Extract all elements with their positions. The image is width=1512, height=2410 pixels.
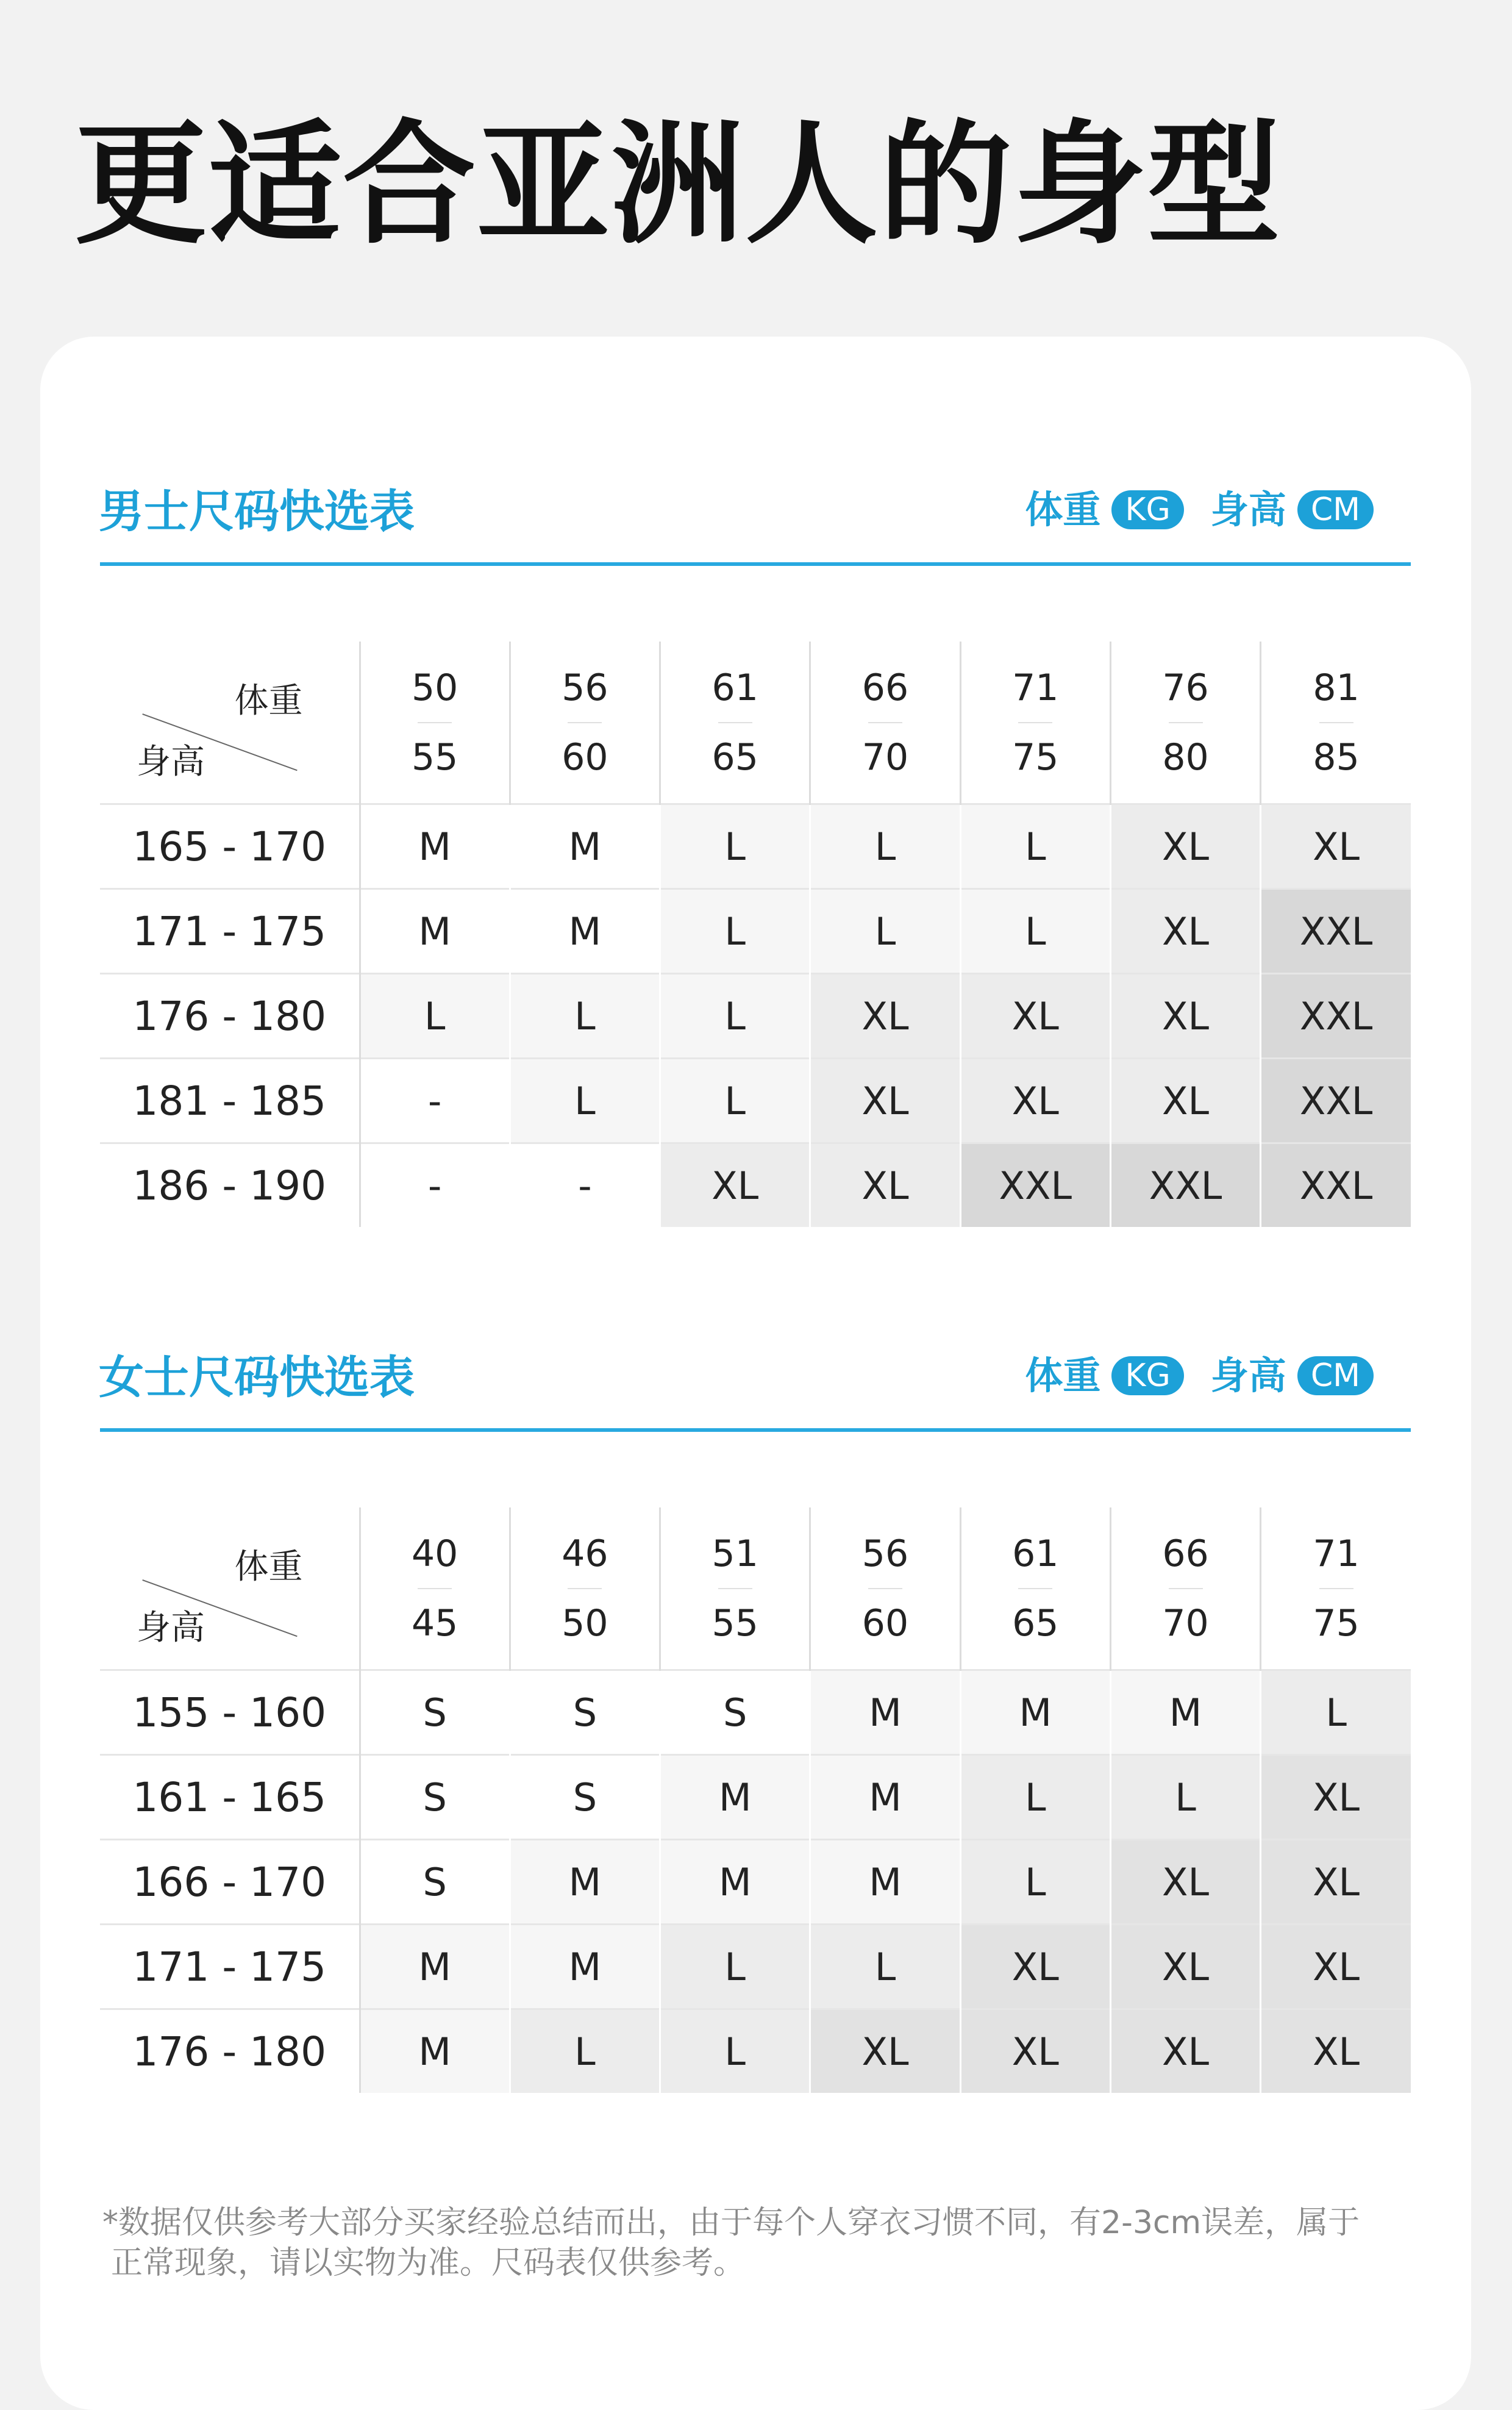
size-cell: L [960, 804, 1110, 889]
section-divider [100, 1428, 1411, 1432]
weight-header [1110, 642, 1260, 804]
size-cell: XXL [1261, 974, 1411, 1059]
height-range: 186 - 190 [100, 1143, 360, 1228]
size-cell: - [360, 1059, 510, 1143]
size-cell: XL [1110, 1925, 1260, 2009]
height-unit-badge: CM [1297, 1356, 1374, 1395]
size-cell: XL [960, 2009, 1110, 2094]
size-cell: XL [1110, 804, 1260, 889]
unit-legend [1025, 487, 1374, 532]
size-cell: L [360, 974, 510, 1059]
size-cell: M [810, 1840, 960, 1925]
size-cell: L [1261, 1670, 1411, 1755]
size-cell: M [360, 2009, 510, 2094]
size-cell: L [660, 889, 810, 974]
size-cell: M [510, 1840, 660, 1925]
weight-header [510, 1507, 660, 1670]
size-cell: M [960, 1670, 1110, 1755]
table-row [100, 1925, 1411, 2009]
size-cell: L [960, 889, 1110, 974]
height-range: 166 - 170 [100, 1840, 360, 1925]
weight-unit-label: 体重 [1025, 1353, 1101, 1398]
height-unit-badge: CM [1297, 490, 1374, 529]
size-cell: XL [1110, 2009, 1260, 2094]
size-cell: L [660, 804, 810, 889]
weight-min: 66 [1162, 1532, 1209, 1575]
weight-min: 71 [1313, 1532, 1360, 1575]
size-cell: XXL [1261, 1143, 1411, 1228]
size-cell: XL [810, 2009, 960, 2094]
size-cell: XL [960, 974, 1110, 1059]
weight-max: 85 [1313, 735, 1360, 779]
weight-separator [418, 1588, 452, 1589]
weight-header [810, 642, 960, 804]
weight-max: 75 [1012, 735, 1059, 779]
weight-separator [1319, 1588, 1353, 1589]
size-cell: L [810, 889, 960, 974]
weight-header [1261, 642, 1411, 804]
weight-max: 65 [711, 735, 758, 779]
weight-separator [568, 1588, 602, 1589]
weight-unit-badge: KG [1111, 490, 1183, 529]
size-cell: XL [1261, 1925, 1411, 2009]
size-cell: XL [810, 1059, 960, 1143]
size-cell: S [360, 1755, 510, 1840]
weight-header [960, 642, 1110, 804]
size-cell: M [810, 1755, 960, 1840]
size-cell: L [510, 1059, 660, 1143]
size-cell: XL [1261, 2009, 1411, 2094]
weight-max: 80 [1162, 735, 1209, 779]
height-range: 176 - 180 [100, 2009, 360, 2094]
height-range: 181 - 185 [100, 1059, 360, 1143]
weight-min: 56 [562, 666, 608, 709]
weight-separator [1169, 722, 1203, 723]
weight-max: 75 [1313, 1601, 1360, 1645]
weight-separator [1319, 722, 1353, 723]
size-cell: XL [1261, 1840, 1411, 1925]
size-cell: L [660, 1925, 810, 2009]
weight-header [360, 1507, 510, 1670]
height-range: 165 - 170 [100, 804, 360, 889]
size-cell: XL [660, 1143, 810, 1228]
weight-header-row [100, 1507, 1411, 1670]
size-cell: S [360, 1840, 510, 1925]
weight-min: 61 [711, 666, 758, 709]
size-cell: L [810, 1925, 960, 2009]
corner-header [100, 642, 360, 804]
weight-max: 70 [1162, 1601, 1209, 1645]
height-range: 176 - 180 [100, 974, 360, 1059]
weight-max: 70 [861, 735, 909, 779]
size-cell: M [660, 1840, 810, 1925]
unit-legend [1025, 1353, 1374, 1398]
size-cell: S [360, 1670, 510, 1755]
size-cell: - [360, 1143, 510, 1228]
weight-min: 61 [1012, 1532, 1059, 1575]
size-cell: M [510, 1925, 660, 2009]
weight-max: 60 [562, 735, 608, 779]
weight-max: 50 [562, 1601, 608, 1645]
weight-min: 81 [1313, 666, 1360, 709]
table-row [100, 1143, 1411, 1228]
table-row [100, 1059, 1411, 1143]
weight-separator [868, 722, 902, 723]
height-unit-label: 身高 [1210, 1353, 1286, 1398]
weight-unit-label: 体重 [1025, 487, 1101, 532]
page-title: 更适合亚洲人的身型 [74, 108, 1282, 262]
weight-min: 71 [1012, 666, 1059, 709]
weight-header-row [100, 642, 1411, 804]
size-cell: S [660, 1670, 810, 1755]
weight-header [960, 1507, 1110, 1670]
height-range: 171 - 175 [100, 889, 360, 974]
weight-separator [718, 1588, 752, 1589]
table-row [100, 889, 1411, 974]
size-cell: L [510, 974, 660, 1059]
weight-unit-badge: KG [1111, 1356, 1183, 1395]
weight-min: 76 [1162, 666, 1209, 709]
size-cell: L [810, 804, 960, 889]
weight-header [660, 642, 810, 804]
size-cell: L [510, 2009, 660, 2094]
disclaimer-note [102, 2203, 1444, 2283]
men-section-title: 男士尺码快选表 [99, 485, 415, 538]
height-range: 161 - 165 [100, 1755, 360, 1840]
size-cell: L [660, 974, 810, 1059]
size-cell: XL [810, 974, 960, 1059]
table-row [100, 804, 1411, 889]
size-cell: XL [960, 1059, 1110, 1143]
size-cell: XL [960, 1925, 1110, 2009]
size-cell: M [360, 1925, 510, 2009]
weight-max: 45 [411, 1601, 458, 1645]
corner-weight-label: 体重 [234, 1547, 303, 1587]
weight-separator [1169, 1588, 1203, 1589]
size-cell: - [510, 1143, 660, 1228]
size-cell: M [510, 804, 660, 889]
size-cell: M [810, 1670, 960, 1755]
size-cell: XXL [1261, 1059, 1411, 1143]
size-cell: XL [1110, 1840, 1260, 1925]
table-row [100, 1670, 1411, 1755]
size-cell: S [510, 1670, 660, 1755]
size-cell: M [1110, 1670, 1260, 1755]
size-cell: XL [810, 1143, 960, 1228]
size-cell: XL [1261, 1755, 1411, 1840]
size-cell: XL [1261, 804, 1411, 889]
size-cell: L [1110, 1755, 1260, 1840]
weight-max: 65 [1012, 1601, 1059, 1645]
weight-header [1261, 1507, 1411, 1670]
corner-height-label: 身高 [137, 742, 205, 782]
women-size-table [100, 1507, 1411, 2093]
size-cell: XL [1110, 1059, 1260, 1143]
size-cell: L [660, 1059, 810, 1143]
weight-header [810, 1507, 960, 1670]
size-cell: S [510, 1755, 660, 1840]
weight-min: 51 [711, 1532, 758, 1575]
size-cell: XXL [1261, 889, 1411, 974]
men-size-table [100, 642, 1411, 1227]
section-divider [100, 562, 1411, 566]
table-row [100, 974, 1411, 1059]
corner-height-label: 身高 [137, 1608, 205, 1648]
weight-separator [1018, 722, 1052, 723]
size-cell: L [960, 1755, 1110, 1840]
disclaimer-line-1: *数据仅供参考大部分买家经验总结而出，由于每个人穿衣习惯不同，有2-3cm误差，属于 [102, 2204, 1360, 2241]
weight-min: 40 [411, 1532, 458, 1575]
height-range: 171 - 175 [100, 1925, 360, 2009]
table-row [100, 1755, 1411, 1840]
table-row [100, 2009, 1411, 2094]
weight-min: 56 [861, 1532, 909, 1575]
weight-separator [568, 722, 602, 723]
weight-header [660, 1507, 810, 1670]
size-cell: L [960, 1840, 1110, 1925]
weight-min: 46 [562, 1532, 608, 1575]
corner-header [100, 1507, 360, 1670]
women-section-title: 女士尺码快选表 [99, 1351, 415, 1404]
weight-max: 60 [861, 1601, 909, 1645]
disclaimer-line-2: 正常现象，请以实物为准。尺码表仅供参考。 [111, 2245, 746, 2281]
size-cell: XXL [1110, 1143, 1260, 1228]
table-row [100, 1840, 1411, 1925]
weight-separator [868, 1588, 902, 1589]
size-cell: M [360, 804, 510, 889]
size-cell: XL [1110, 974, 1260, 1059]
size-cell: M [360, 889, 510, 974]
size-cell: M [510, 889, 660, 974]
weight-max: 55 [411, 735, 458, 779]
corner-weight-label: 体重 [234, 681, 303, 721]
size-cell: XL [1110, 889, 1260, 974]
size-cell: L [660, 2009, 810, 2094]
weight-max: 55 [711, 1601, 758, 1645]
weight-separator [718, 722, 752, 723]
weight-separator [1018, 1588, 1052, 1589]
weight-separator [418, 722, 452, 723]
weight-header [510, 642, 660, 804]
size-cell: M [660, 1755, 810, 1840]
size-cell: XXL [960, 1143, 1110, 1228]
height-unit-label: 身高 [1210, 487, 1286, 532]
size-chart-card [40, 337, 1471, 2410]
weight-header [1110, 1507, 1260, 1670]
weight-min: 50 [411, 666, 458, 709]
weight-min: 66 [861, 666, 909, 709]
height-range: 155 - 160 [100, 1670, 360, 1755]
weight-header [360, 642, 510, 804]
